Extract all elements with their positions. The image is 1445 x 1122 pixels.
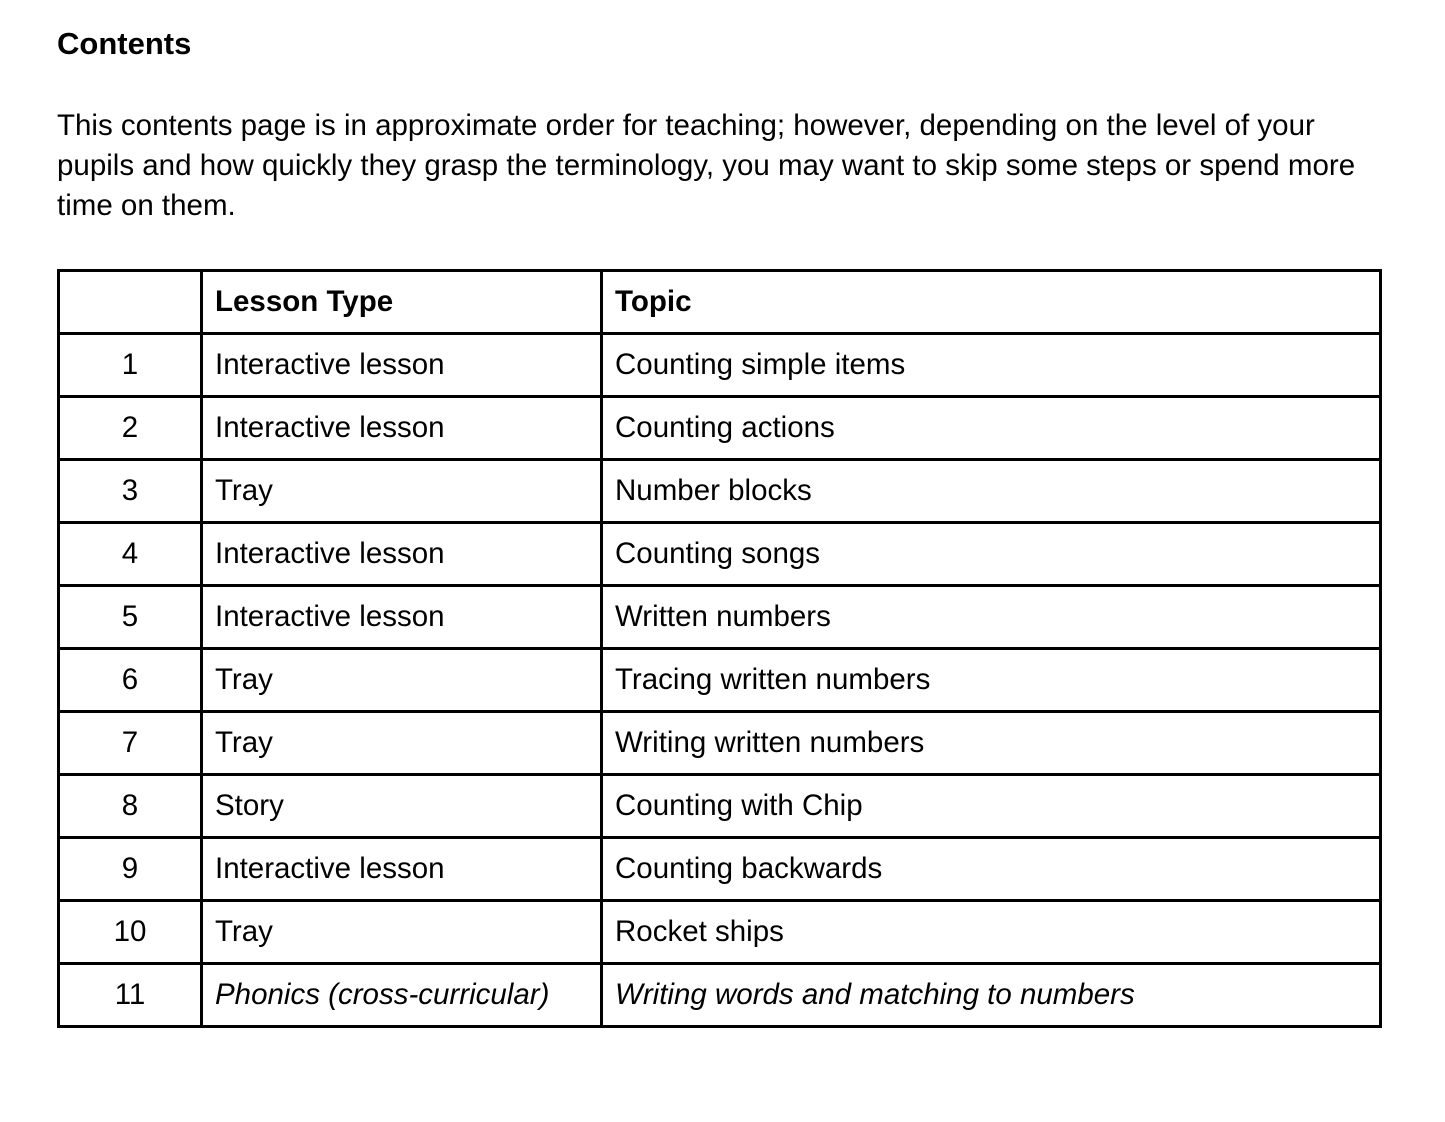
topic-cell: Writing written numbers xyxy=(602,712,1381,775)
row-number-cell: 7 xyxy=(59,712,202,775)
lesson-type-cell: Tray xyxy=(202,712,602,775)
lesson-type-cell: Tray xyxy=(202,901,602,964)
topic-cell: Counting songs xyxy=(602,523,1381,586)
row-number-cell: 10 xyxy=(59,901,202,964)
table-row xyxy=(59,523,1381,586)
topic-cell: Number blocks xyxy=(602,460,1381,523)
topic-cell: Counting backwards xyxy=(602,838,1381,901)
row-number-cell: 9 xyxy=(59,838,202,901)
lesson-type-cell: Phonics (cross-curricular) xyxy=(202,964,602,1027)
lesson-type-cell: Interactive lesson xyxy=(202,397,602,460)
row-number-cell: 6 xyxy=(59,649,202,712)
table-row xyxy=(59,334,1381,397)
topic-cell: Counting simple items xyxy=(602,334,1381,397)
row-number-cell: 1 xyxy=(59,334,202,397)
table-row xyxy=(59,649,1381,712)
table-row xyxy=(59,775,1381,838)
table-row xyxy=(59,838,1381,901)
row-number-cell: 11 xyxy=(59,964,202,1027)
header-lesson-type: Lesson Type xyxy=(202,271,602,334)
row-number-cell: 2 xyxy=(59,397,202,460)
intro-paragraph: This contents page is in approximate order for teaching; however, depending on the level of your pupils and how quickly they grasp the terminology, you may want to skip some steps or spend more time on them. xyxy=(57,109,1356,222)
lesson-type-cell: Interactive lesson xyxy=(202,523,602,586)
header-topic: Topic xyxy=(602,271,1381,334)
table-row xyxy=(59,901,1381,964)
header-number xyxy=(59,271,202,334)
lesson-type-cell: Interactive lesson xyxy=(202,838,602,901)
row-number-cell: 4 xyxy=(59,523,202,586)
page-title: Contents xyxy=(57,26,192,61)
topic-cell: Written numbers xyxy=(602,586,1381,649)
contents-table xyxy=(57,269,1382,1028)
topic-cell: Counting with Chip xyxy=(602,775,1381,838)
lesson-type-cell: Tray xyxy=(202,649,602,712)
topic-cell: Tracing written numbers xyxy=(602,649,1381,712)
row-number-cell: 5 xyxy=(59,586,202,649)
lesson-type-cell: Interactive lesson xyxy=(202,334,602,397)
table-row xyxy=(59,586,1381,649)
row-number-cell: 3 xyxy=(59,460,202,523)
table-row xyxy=(59,397,1381,460)
table-row xyxy=(59,964,1381,1027)
lesson-type-cell: Story xyxy=(202,775,602,838)
lesson-type-cell: Interactive lesson xyxy=(202,586,602,649)
topic-cell: Writing words and matching to numbers xyxy=(602,964,1381,1027)
row-number-cell: 8 xyxy=(59,775,202,838)
table-row xyxy=(59,712,1381,775)
table-header-row xyxy=(59,271,1381,334)
topic-cell: Counting actions xyxy=(602,397,1381,460)
topic-cell: Rocket ships xyxy=(602,901,1381,964)
lesson-type-cell: Tray xyxy=(202,460,602,523)
table-row xyxy=(59,460,1381,523)
